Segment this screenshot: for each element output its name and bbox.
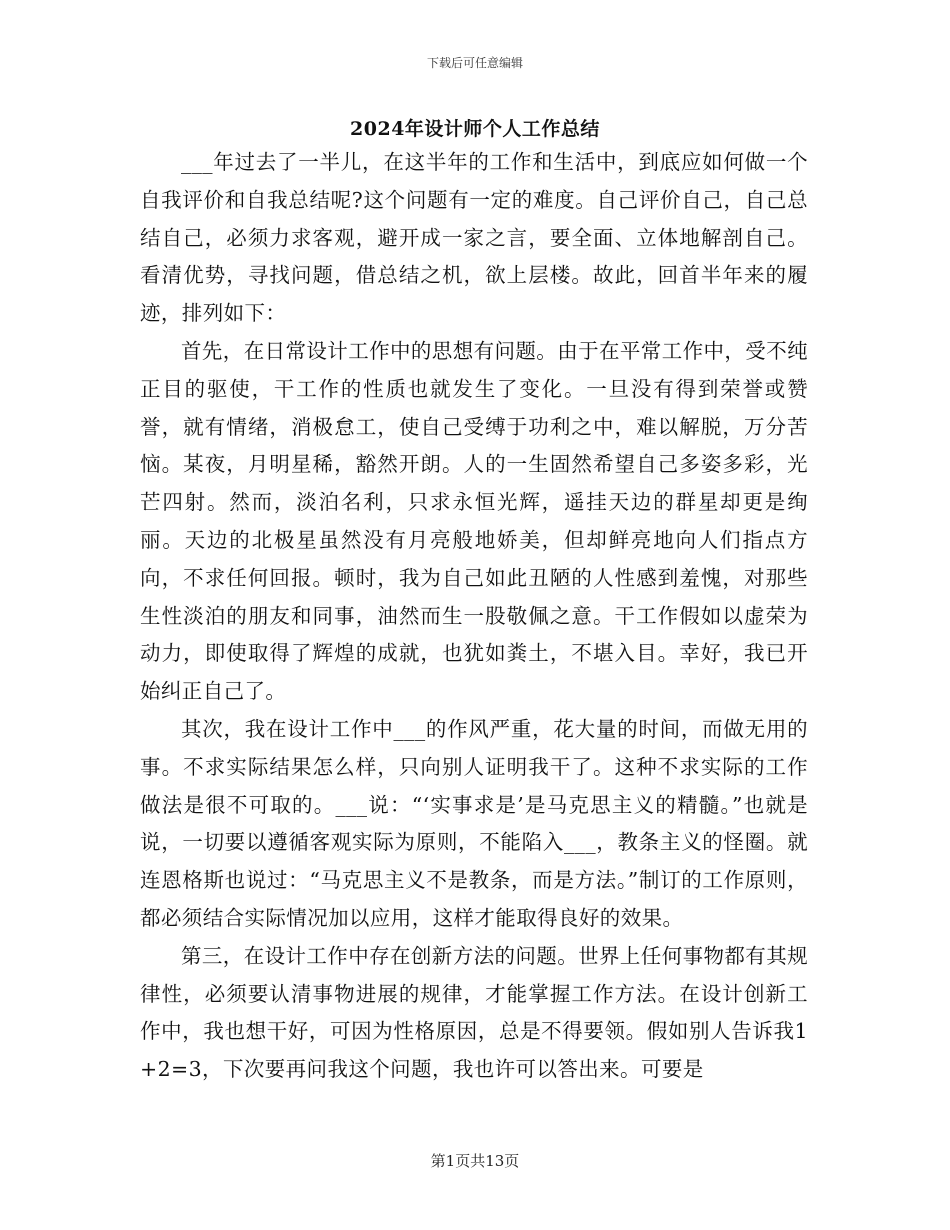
paragraph-intro: ___年过去了一半儿，在这半年的工作和生活中，到底应如何做一个自我评价和自我总结呢?这个问题有一定的难度。自己评价自己，自己总结自己，必须力求客观，避开成一家之言，要全面、立体地解剖自己。看清优势，寻找问题，借总结之机，欲上层楼。故此，回首半年来的履迹，排列如下：: [140, 150, 808, 326]
paragraph-third: 第三，在设计工作中存在创新方法的问题。世界上任何事物都有其规律性，必须要认清事物进展的规律，才能掌握工作方法。在设计创新工作中，我也想干好，可因为性格原因，总是不得要领。假如别人告诉我1+2=3，下次要再问我这个问题，我也许可以答出来。可要是: [140, 943, 808, 1082]
paragraph-first: 首先，在日常设计工作中的思想有问题。由于在平常工作中，受不纯正目的驱使，干工作的性质也就发生了变化。一旦没有得到荣誉或赞誉，就有情绪，消极怠工，使自己受缚于功利之中，难以解脱，万分苦恼。某夜，月明星稀，豁然开朗。人的一生固然希望自己多姿多彩，光芒四射。然而，淡泊名利，只求永恒光辉，遥挂天边的群星却更是绚丽。天边的北极星虽然没有月亮般地娇美，但却鲜亮地向人们指点方向，不求任何回报。顿时，我为自己如此丑陋的人性感到羞愧，对那些生性淡泊的朋友和同事，油然而生一股敬佩之意。干工作假如以虚荣为动力，即使取得了辉煌的成就，也犹如粪土，不堪入目。幸好，我已开始纠正自己了。: [140, 338, 808, 704]
document-title: 2024年设计师个人工作总结: [350, 118, 600, 140]
document-body: [140, 144, 808, 1089]
paragraph-second: 其次，我在设计工作中___的作风严重，花大量的时间，而做无用的事。不求实际结果怎么样，只向别人证明我干了。这种不求实际的工作做法是很不可取的。___说：“‘实事求是’是马克思主义的精髓。”也就是说，一切要以遵循客观实际为原则，不能陷入___，教条主义的怪圈。就连恩格斯也说过：“马克思主义不是教条，而是方法。”制订的工作原则，都必须结合实际情况加以应用，这样才能取得良好的效果。: [140, 716, 808, 930]
header-note: 下载后可任意编辑: [426, 56, 523, 70]
page-number: 第1页共13页: [430, 1152, 520, 1170]
